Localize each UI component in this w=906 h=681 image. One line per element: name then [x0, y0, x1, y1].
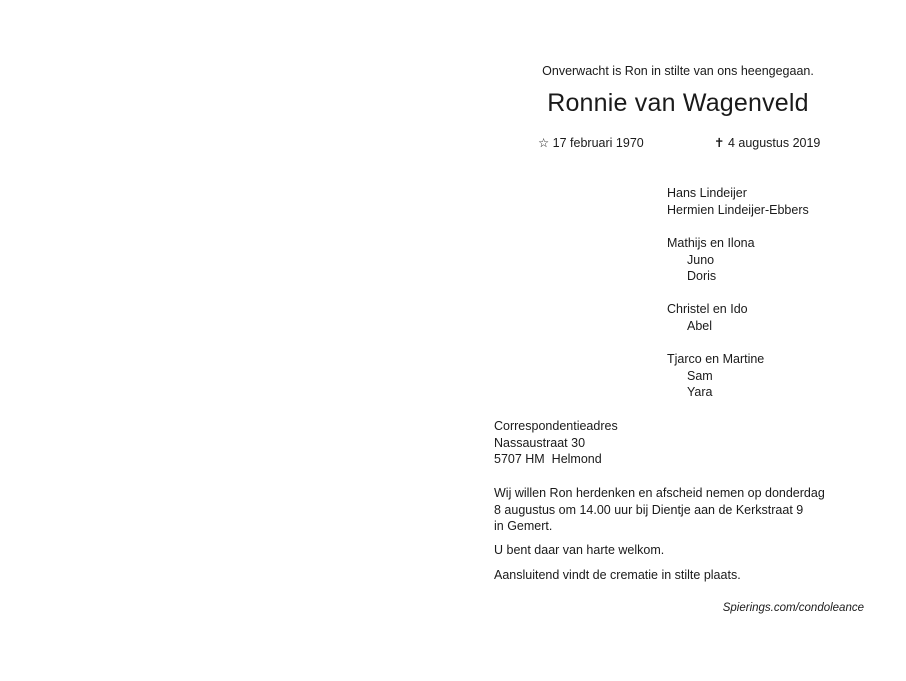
address-city: 5707 HM Helmond	[494, 452, 602, 467]
family-member: Christel en Ido	[667, 302, 748, 316]
family-child: Yara	[687, 385, 713, 400]
family-child: Abel	[687, 318, 713, 333]
service-info	[494, 485, 854, 535]
family-member: Hermien Lindeijer-Ebbers	[667, 202, 809, 217]
family-member: Tjarco en Martine	[667, 352, 765, 366]
family-child: Doris	[687, 269, 717, 284]
family-group-tjarco	[667, 351, 764, 401]
family-member: Mathijs en Ilona	[667, 236, 755, 250]
cremation-text: Aansluitend vindt de crematie in stilte plaats.	[494, 568, 741, 582]
address-label: Correspondentieadres	[494, 419, 618, 433]
welcome-text: U bent daar van harte welkom.	[494, 543, 665, 557]
family-child: Juno	[687, 252, 715, 267]
family-member: Hans Lindeijer	[667, 186, 747, 200]
deceased-name: Ronnie van Wagenveld	[547, 89, 809, 117]
death-date: ✝ 4 augustus 2019	[714, 136, 821, 150]
family-group-parents	[667, 185, 809, 218]
birth-date: ☆ 17 februari 1970	[538, 136, 644, 150]
service-line: 8 augustus om 14.00 uur bij Dientje aan de Kerkstraat 9	[494, 502, 804, 517]
family-group-mathijs	[667, 235, 755, 285]
address-street: Nassaustraat 30	[494, 435, 586, 450]
correspondence-address	[494, 418, 618, 468]
service-line: in Gemert.	[494, 519, 553, 534]
condolence-website[interactable]: Spierings.com/condoleance	[722, 602, 864, 614]
service-line: Wij willen Ron herdenken en afscheid nemen op donderdag	[494, 486, 825, 500]
intro-text: Onverwacht is Ron in stilte van ons heengegaan.	[542, 64, 814, 78]
family-group-christel	[667, 301, 748, 334]
family-child: Sam	[687, 368, 713, 383]
